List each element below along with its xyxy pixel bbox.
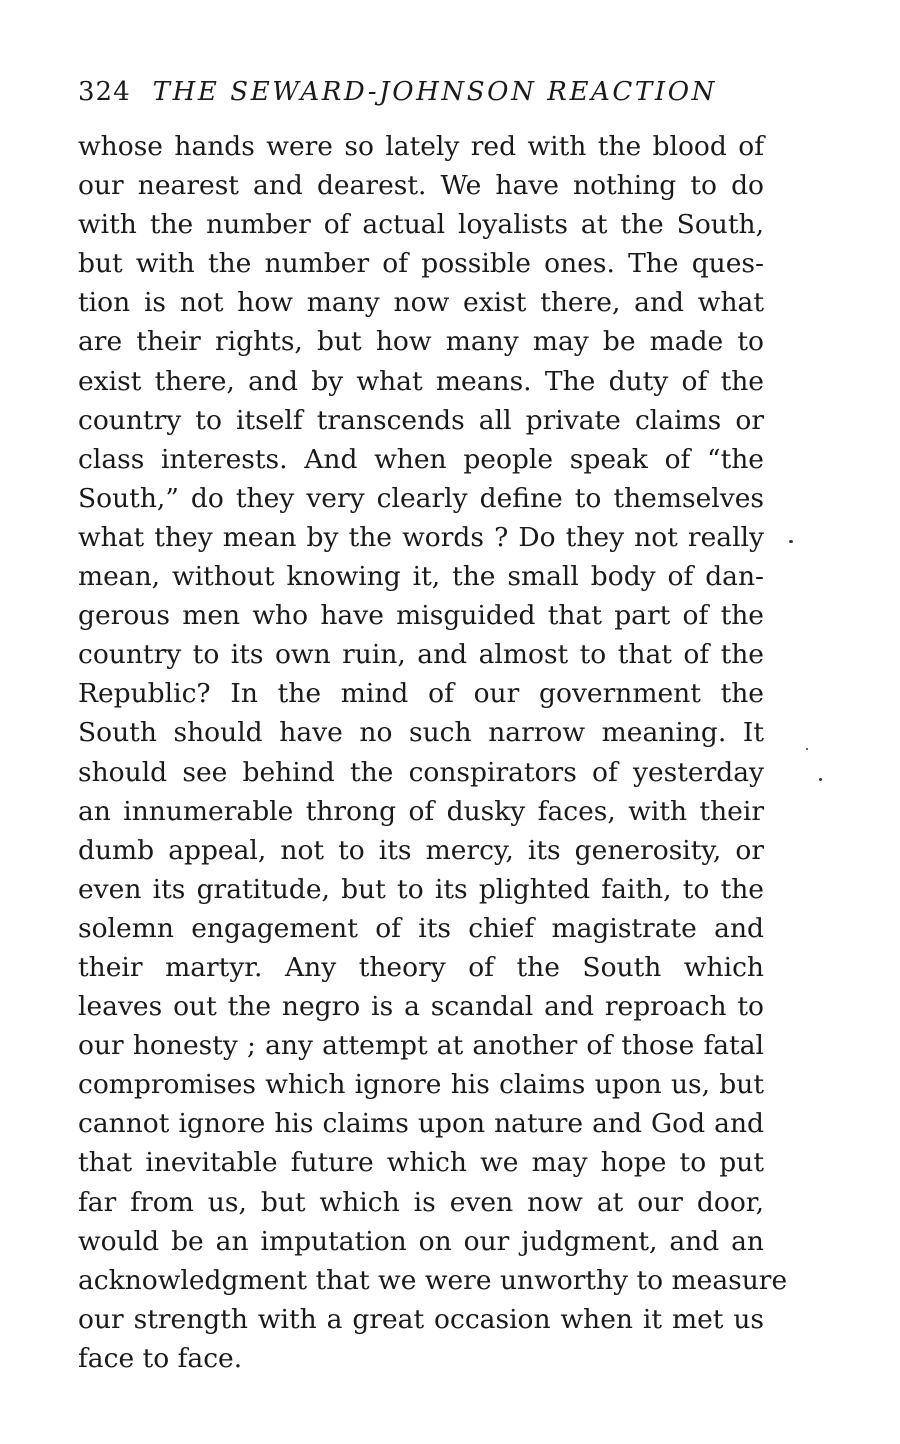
text-line: with the number of actual loyalists at the South, <box>78 209 764 241</box>
text-line: acknowledgment that we were unworthy to measure <box>78 1264 788 1296</box>
text-line: Republic? In the mind of our government the <box>78 678 764 710</box>
text-line: our honesty ; any attempt at another of those fatal <box>78 1030 764 1062</box>
text-line: that inevitable future which we may hope to put <box>78 1147 764 1179</box>
text-line: class interests. And when people speak of “the <box>78 443 764 475</box>
text-line: are their rights, but how many may be made to <box>78 326 764 358</box>
text-line: South,” do they very clearly define to themselves <box>78 482 764 514</box>
print-speck <box>806 748 808 750</box>
text-line: South should have no such narrow meaning. It <box>78 717 764 749</box>
running-title: THE SEWARD-JOHNSON REACTION <box>152 77 717 107</box>
text-line: our strength with a great occasion when it met us <box>78 1303 764 1335</box>
print-speck <box>789 540 793 543</box>
text-line: solemn engagement of its chief magistrate and <box>78 912 764 944</box>
text-line: gerous men who have misguided that part of the <box>78 600 764 632</box>
running-header <box>78 72 768 112</box>
print-speck <box>819 778 822 781</box>
text-line: should see behind the conspirators of yesterday <box>78 756 764 788</box>
text-line: cannot ignore his claims upon nature and God and <box>78 1108 764 1140</box>
text-line: whose hands were so lately red with the blood of <box>78 131 764 162</box>
text-line: far from us, but which is even now at our door, <box>78 1186 764 1218</box>
text-line: face to face. <box>78 1342 243 1374</box>
body-paragraph <box>78 127 788 1378</box>
text-line: country to its own ruin, and almost to that of the <box>78 639 764 671</box>
text-line: an innumerable throng of dusky faces, with their <box>78 795 764 827</box>
text-line: mean, without knowing it, the small body of dan- <box>78 561 764 593</box>
text-line: compromises which ignore his claims upon us, but <box>78 1069 764 1101</box>
text-line: exist there, and by what means. The duty of the <box>78 365 764 397</box>
text-line: their martyr. Any theory of the South which <box>78 951 764 983</box>
text-line: would be an imputation on our judgment, and an <box>78 1225 764 1257</box>
text-line: dumb appeal, not to its mercy, its generosity, or <box>78 834 764 866</box>
text-line: country to itself transcends all private claims or <box>78 404 764 436</box>
page-number: 324 <box>78 77 131 107</box>
text-line: tion is not how many now exist there, and what <box>78 287 764 319</box>
text-line: what they mean by the words ? Do they not really <box>78 521 764 553</box>
text-line: leaves out the negro is a scandal and reproach to <box>78 991 764 1023</box>
text-line: our nearest and dearest. We have nothing to do <box>78 170 764 202</box>
text-line: even its gratitude, but to its plighted faith, to the <box>78 873 764 905</box>
text-line: but with the number of possible ones. The ques- <box>78 248 764 280</box>
